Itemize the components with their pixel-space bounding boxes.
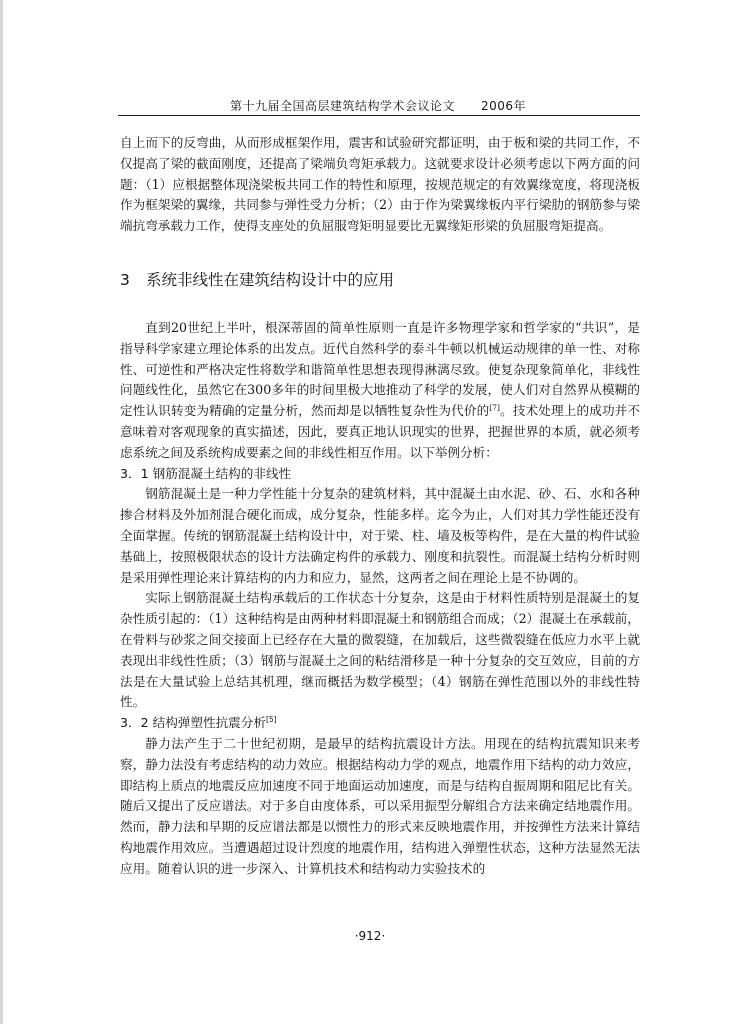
section-title: 系统非线性在建筑结构设计中的应用 <box>146 271 395 289</box>
citation-ref: [7] <box>489 403 500 412</box>
intro-text-cont: 。技术处理上的成功并不意味着对客观现象的真实描述，因此，要真正地认识现实的世界，把握世界的本质，就必须考虑系统之间及系统构成要素之间的非线性相互作用。以下举例分析： <box>120 403 640 460</box>
continued-paragraph-block <box>120 133 640 237</box>
intro-text: 直到20世纪上半叶，根深蒂固的简单性原则一直是许多物理学家和哲学家的“共识”，是指导科学家建立理论体系的出发点。近代自然科学的泰斗牛顿以机械运动规律的单一性、对称性、可逆性和严格决定性将数学和谐简单性思想表现得淋漓尽致。使复杂现象简单化，非线性问题线性化，虽然它在300多年的时间里极大地推动了科学的发展，使人们对自然界从模糊的定性认识转变为精确的定量分析，然而却是以牺牲复杂性为代价的 <box>120 320 640 419</box>
conference-title: 第十九届全国高层建筑结构学术会议论文 <box>229 99 455 113</box>
section-body <box>120 318 640 880</box>
intro-paragraph <box>120 318 640 464</box>
continued-paragraph: 自上而下的反弯曲，从而形成框架作用，震害和试验研究都证明，由于板和梁的共同工作，不仅提高了梁的截面刚度，还提高了梁端负弯矩承载力。这就要求设计必须考虑以下两方面的问题：（1）应根据整体现浇梁板共同工作的特性和原理，按规范规定的有效翼缘宽度，将现浇板作为框架梁的翼缘，共同参与弹性受力分析；（2）由于作为梁翼缘板内平行梁肋的钢筋参与梁端抗弯承载力工作，使得支座处的负屈服弯矩明显要比无翼缘矩形梁的负屈服弯矩提高。 <box>120 135 640 234</box>
subsection-paragraph: 钢筋混凝土是一种力学性能十分复杂的建筑材料，其中混凝土由水泥、砂、石、水和各种掺合材料及外加剂混合硬化而成，成分复杂，性能多样。迄今为止，人们对其力学性能还没有全面掌握。传统的钢筋混凝土结构设计中，对于梁、柱、墙及板等构件，是在大量的构件试验基础上，按照极限状态的设计方法确定构件的承载力、刚度和抗裂性。而混凝土结构分析时则是采用弹性理论来计算结构的内力和应力，显然，这两者之间在理论上是不协调的。 <box>120 486 640 585</box>
subsection-paragraph: 静力法产生于二十世纪初期，是最早的结构抗震设计方法。用现在的结构抗震知识来考察，静力法没有考虑结构的动力效应。根据结构动力学的观点，地震作用下结构的动力效应，即结构上质点的地震反应加速度不同于地面运动加速度，而是与结构自振周期和阻尼比有关。随后又提出了反应谱法。对于多自由度体系，可以采用振型分解组合方法来确定结地震作用。然而，静力法和早期的反应谱法都是以惯性力的形式来反映地震作用，并按弹性方法来计算结构地震作用效应。当遭遇超过设计烈度的地震作用，结构进入弹塑性状态，这种方法显然无法应用。随着认识的进一步深入、计算机技术和结构动力实验技术的 <box>120 735 640 876</box>
header-rule <box>118 115 640 116</box>
scan-edge-shadow <box>0 0 3 1024</box>
section-heading <box>120 268 640 290</box>
page-number: ·912· <box>354 929 386 943</box>
running-header <box>118 97 638 114</box>
section-number: 3 <box>120 271 130 289</box>
subsection-heading-3-1: 3．1 钢筋混凝土结构的非线性 <box>120 465 292 481</box>
citation-ref: [5] <box>265 714 277 724</box>
conference-year: 2006年 <box>480 99 527 113</box>
subsection-paragraph: 实际上钢筋混凝土结构承载后的工作状态十分复杂，这是由于材料性质特别是混凝土的复杂性质引起的：（1）这种结构是由两种材料即混凝土和钢筋组合而成；（2）混凝土在承载前，在骨料与砂浆之间交接面上已经存在大量的微裂缝，在加载后，这些微裂缝在低应力水平上就表现出非线性性质；（3）钢筋与混凝土之间的粘结滑移是一种十分复杂的交互效应，目前的方法是在大量试验上总结其机理，继而概括为数学模型；（4）钢筋在弹性范围以外的非线性特性。 <box>120 590 640 710</box>
subsection-heading-text: 3．2 结构弹塑性抗震分析 <box>120 715 266 731</box>
subsection-heading-3-2 <box>120 713 640 734</box>
